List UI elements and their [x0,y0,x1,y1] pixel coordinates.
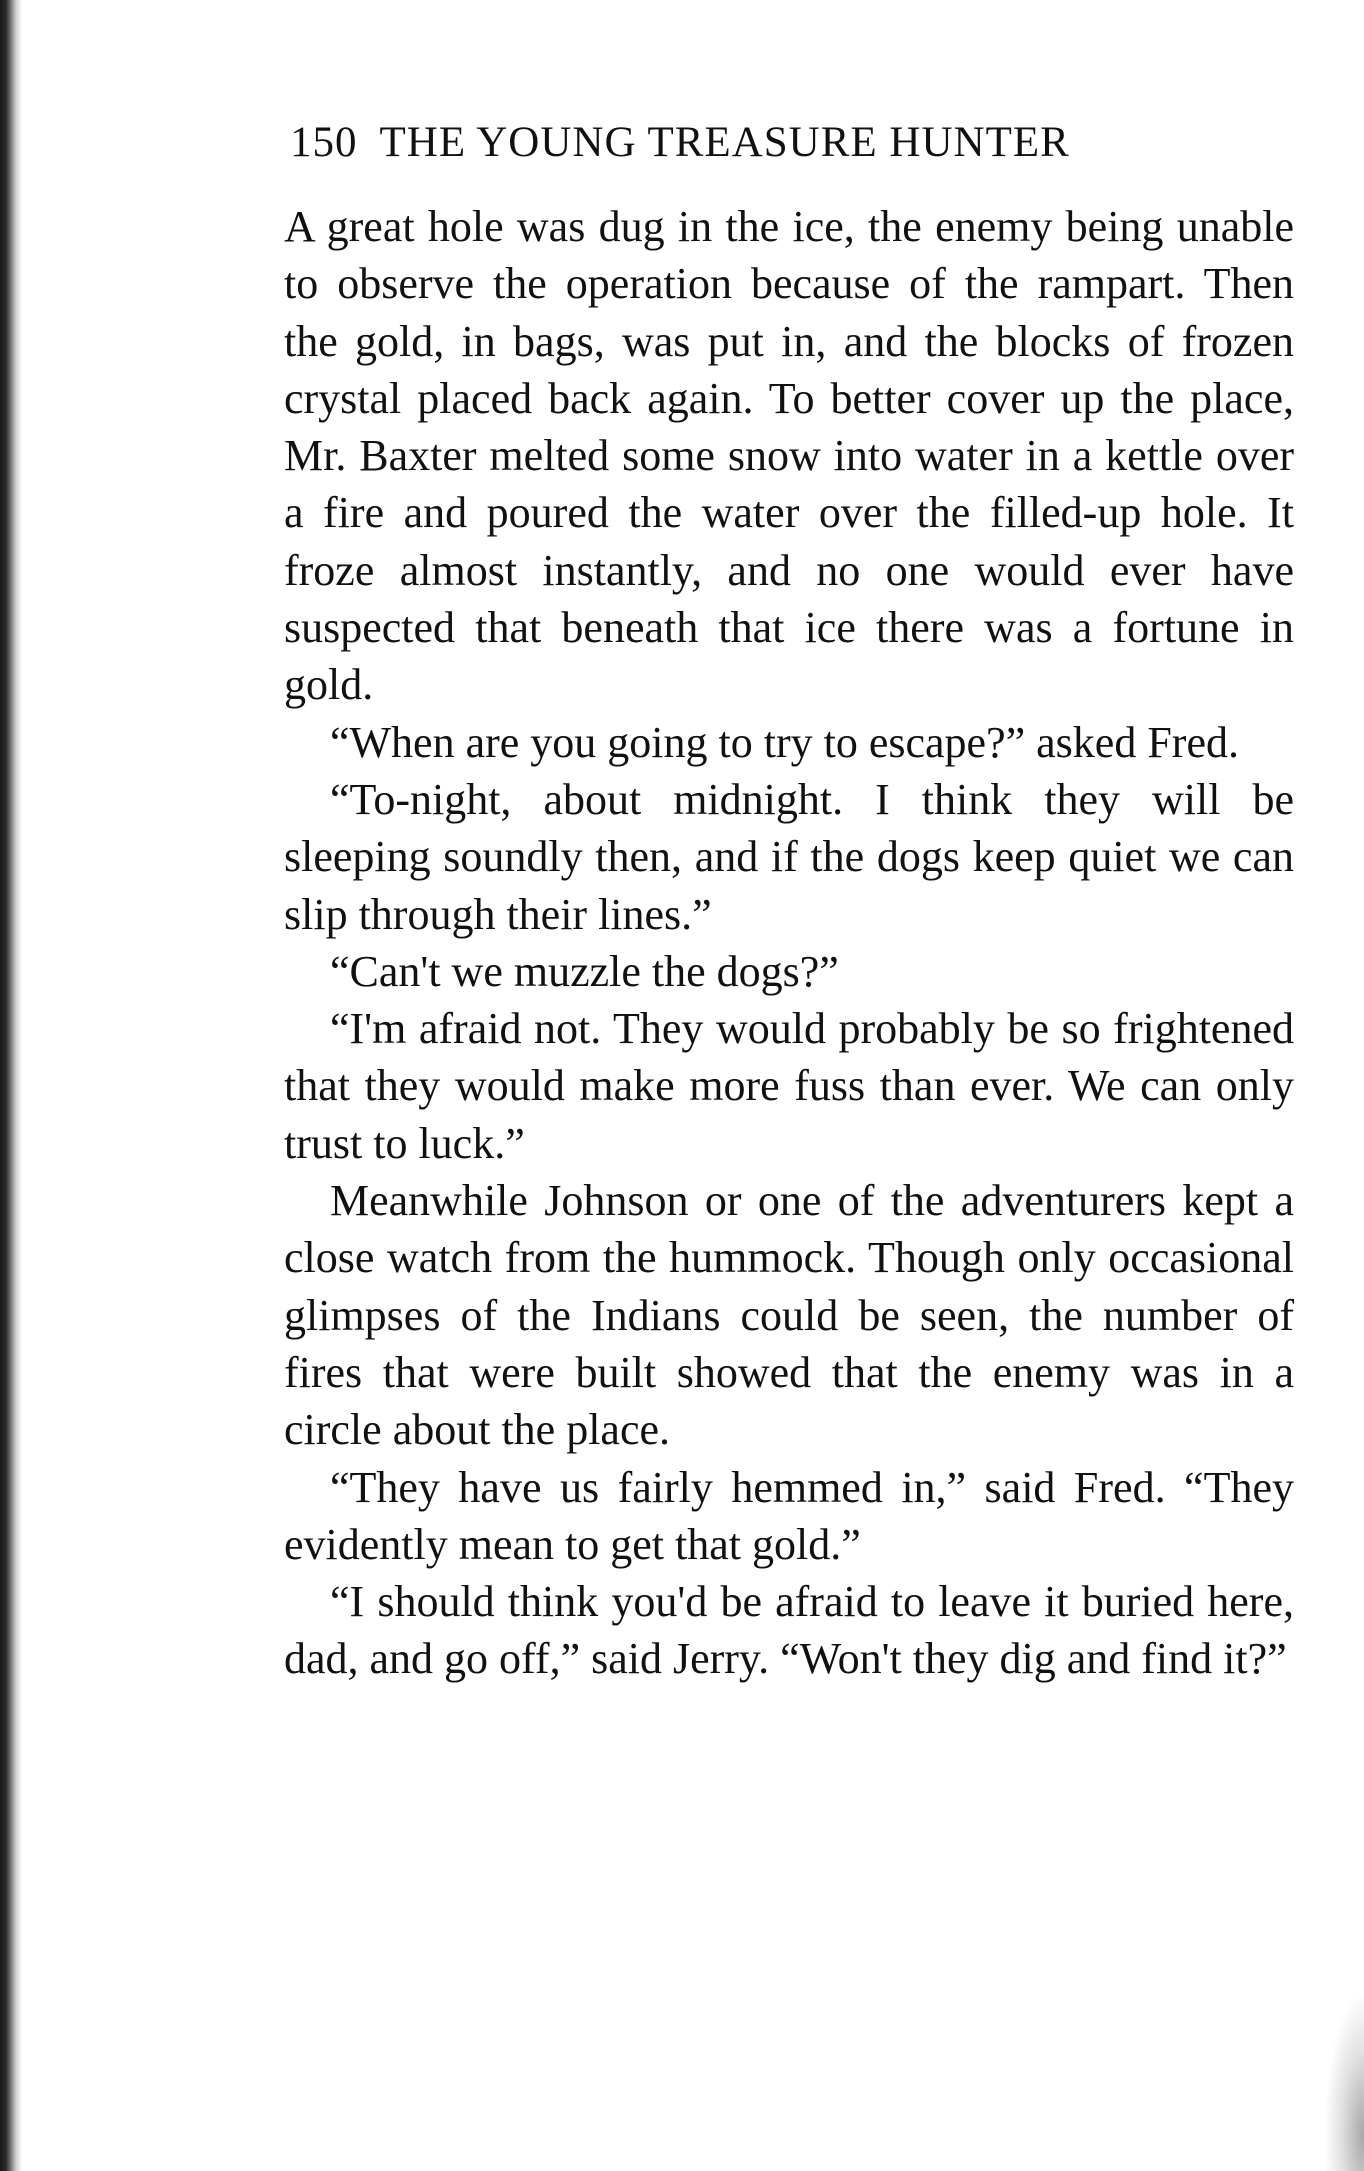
paragraph-4: “Can't we muzzle the dogs?” [330,946,839,996]
paragraph-3: “To-night, about midnight. I think they will be sleeping soundly then, and if the dogs keep quiet we can slip through their lines.” [284,774,1294,939]
paragraph-6: Meanwhile Johnson or one of the adventurers kept a close watch from the hummock. Though only occasional glimpses of the Indians could be seen, the number of fires that were built showed that the enemy was in a circle about the place. [284,1176,1294,1455]
scan-corner-artifact [1324,1991,1364,2171]
page-number: 150 [290,119,358,166]
running-title: THE YOUNG TREASURE HUNTER [379,119,1070,166]
running-header [290,118,1200,167]
paragraph-7: “They have us fairly hemmed in,” said Fred. “They evidently mean to get that gold.” [284,1462,1294,1569]
body-text [284,198,1294,1688]
paragraph-1: A great hole was dug in the ice, the enemy being unable to observe the operation because of the rampart. Then the gold, in bags, was put in, and the blocks of frozen crystal placed back again. To better cover up the place, Mr. Baxter melted some snow into water in a kettle over a fire and poured the water over the filled-up hole. It froze almost instantly, and no one would ever have suspected that beneath that ice there was a fortune in gold. [284,202,1294,710]
paragraph-8: “I should think you'd be afraid to leave it buried here, dad, and go off,” said Jerry. “Won't they dig and find it?” [284,1577,1294,1684]
page-spine-shadow [0,0,22,2171]
paragraph-5: “I'm afraid not. They would probably be so frightened that they would make more fuss than ever. We can only trust to luck.” [284,1004,1294,1168]
paragraph-2: “When are you going to try to escape?” asked Fred. [330,717,1239,767]
